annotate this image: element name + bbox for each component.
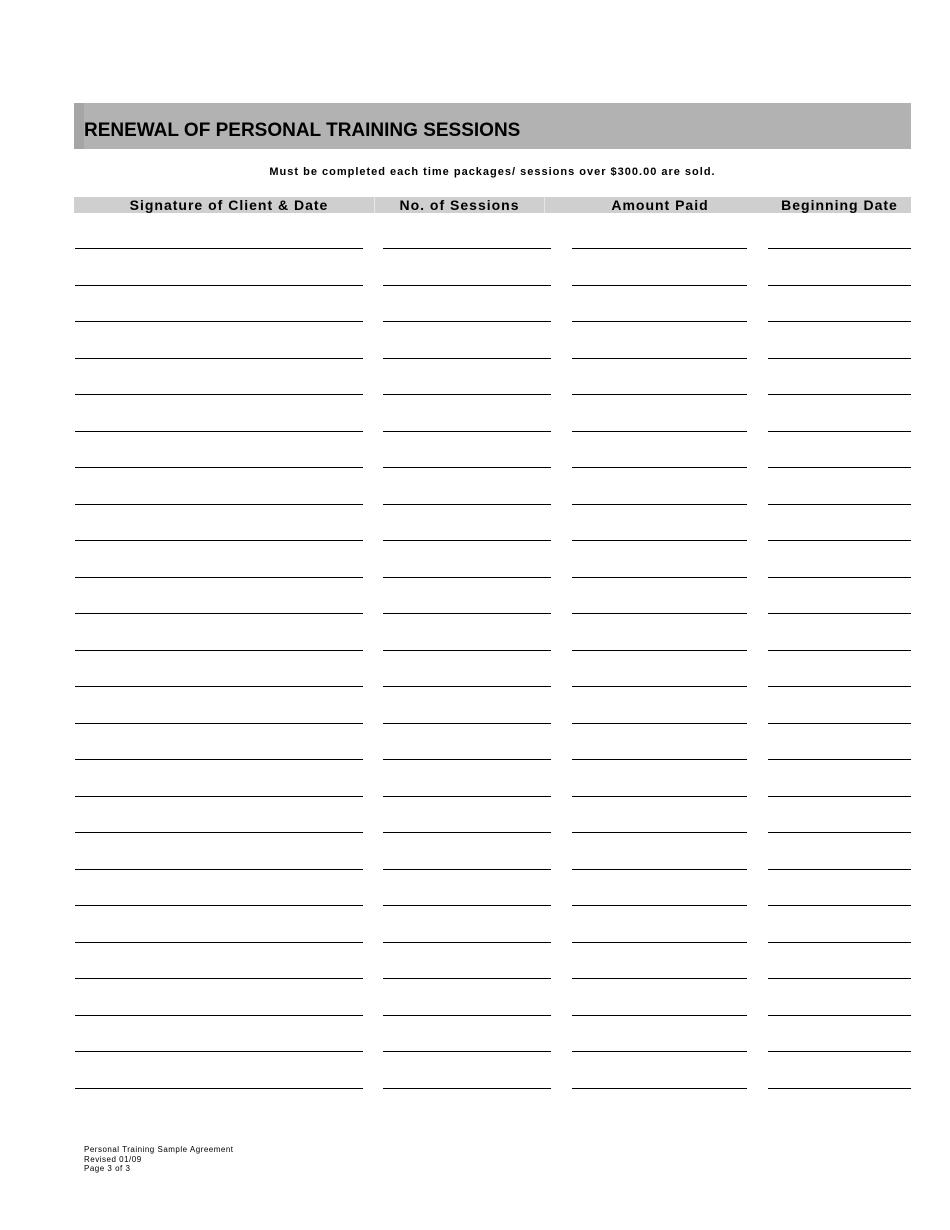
signature-line	[75, 504, 363, 505]
sessions-line	[383, 978, 551, 979]
signature-line	[75, 248, 363, 249]
sessions-line	[383, 1051, 551, 1052]
column-header-beginning-date: Beginning Date	[781, 197, 898, 213]
amount-line	[572, 577, 747, 578]
sessions-line	[383, 832, 551, 833]
sessions-line	[383, 686, 551, 687]
amount-line	[572, 1015, 747, 1016]
page-subtitle: Must be completed each time packages/ sessions over $300.00 are sold.	[269, 166, 716, 178]
signature-line	[75, 942, 363, 943]
column-header-signature: Signature of Client & Date	[129, 197, 329, 213]
signature-line	[75, 577, 363, 578]
signature-line	[75, 321, 363, 322]
beginning-date-line	[768, 1015, 911, 1016]
beginning-date-line	[768, 723, 911, 724]
column-header-amount: Amount Paid	[611, 197, 709, 213]
amount-line	[572, 467, 747, 468]
amount-line	[572, 431, 747, 432]
beginning-date-line	[768, 832, 911, 833]
beginning-date-line	[768, 321, 911, 322]
signature-line	[75, 613, 363, 614]
amount-line	[572, 504, 747, 505]
signature-line	[75, 796, 363, 797]
sessions-line	[383, 467, 551, 468]
amount-line	[572, 613, 747, 614]
sessions-line	[383, 577, 551, 578]
sessions-line	[383, 796, 551, 797]
signature-line	[75, 905, 363, 906]
title-bar	[74, 103, 911, 149]
sessions-line	[383, 358, 551, 359]
amount-line	[572, 832, 747, 833]
sessions-line	[383, 1015, 551, 1016]
footer	[84, 1145, 234, 1174]
beginning-date-line	[768, 650, 911, 651]
sessions-line	[383, 431, 551, 432]
signature-line	[75, 431, 363, 432]
signature-line	[75, 723, 363, 724]
beginning-date-line	[768, 431, 911, 432]
signature-line	[75, 540, 363, 541]
signature-line	[75, 686, 363, 687]
beginning-date-line	[768, 942, 911, 943]
signature-line	[75, 285, 363, 286]
footer-line: Revised 01/09	[84, 1154, 142, 1164]
sessions-line	[383, 942, 551, 943]
sessions-line	[383, 394, 551, 395]
amount-line	[572, 1051, 747, 1052]
signature-line	[75, 1015, 363, 1016]
signature-line	[75, 978, 363, 979]
beginning-date-line	[768, 394, 911, 395]
signature-line	[75, 650, 363, 651]
signature-line	[75, 869, 363, 870]
beginning-date-line	[768, 577, 911, 578]
beginning-date-line	[768, 759, 911, 760]
amount-line	[572, 285, 747, 286]
title-bar-accent	[74, 103, 84, 149]
sessions-line	[383, 905, 551, 906]
amount-line	[572, 321, 747, 322]
signature-line	[75, 467, 363, 468]
signature-line	[75, 759, 363, 760]
sessions-line	[383, 248, 551, 249]
amount-line	[572, 1088, 747, 1089]
beginning-date-line	[768, 358, 911, 359]
column-separator	[544, 197, 545, 213]
footer-line: Personal Training Sample Agreement	[84, 1145, 234, 1154]
beginning-date-line	[768, 248, 911, 249]
amount-line	[572, 759, 747, 760]
footer-line: Page 3 of 3	[84, 1164, 131, 1173]
signature-line	[75, 1088, 363, 1089]
amount-line	[572, 796, 747, 797]
beginning-date-line	[768, 613, 911, 614]
amount-line	[572, 686, 747, 687]
amount-line	[572, 905, 747, 906]
sessions-line	[383, 613, 551, 614]
amount-line	[572, 358, 747, 359]
page-title: RENEWAL OF PERSONAL TRAINING SESSIONS	[84, 120, 521, 141]
beginning-date-line	[768, 1088, 911, 1089]
signature-line	[75, 358, 363, 359]
beginning-date-line	[768, 1051, 911, 1052]
sessions-line	[383, 869, 551, 870]
column-header-sessions: No. of Sessions	[399, 197, 520, 213]
sessions-line	[383, 650, 551, 651]
signature-line	[75, 394, 363, 395]
beginning-date-line	[768, 467, 911, 468]
beginning-date-line	[768, 905, 911, 906]
beginning-date-line	[768, 978, 911, 979]
amount-line	[572, 540, 747, 541]
amount-line	[572, 942, 747, 943]
sessions-line	[383, 1088, 551, 1089]
beginning-date-line	[768, 869, 911, 870]
beginning-date-line	[768, 504, 911, 505]
sessions-line	[383, 759, 551, 760]
sessions-line	[383, 540, 551, 541]
sessions-line	[383, 504, 551, 505]
sessions-line	[383, 285, 551, 286]
beginning-date-line	[768, 540, 911, 541]
table-header	[74, 197, 911, 213]
amount-line	[572, 394, 747, 395]
amount-line	[572, 723, 747, 724]
beginning-date-line	[768, 686, 911, 687]
sessions-line	[383, 723, 551, 724]
signature-line	[75, 1051, 363, 1052]
amount-line	[572, 869, 747, 870]
beginning-date-line	[768, 285, 911, 286]
amount-line	[572, 650, 747, 651]
amount-line	[572, 978, 747, 979]
beginning-date-line	[768, 796, 911, 797]
signature-line	[75, 832, 363, 833]
amount-line	[572, 248, 747, 249]
sessions-line	[383, 321, 551, 322]
